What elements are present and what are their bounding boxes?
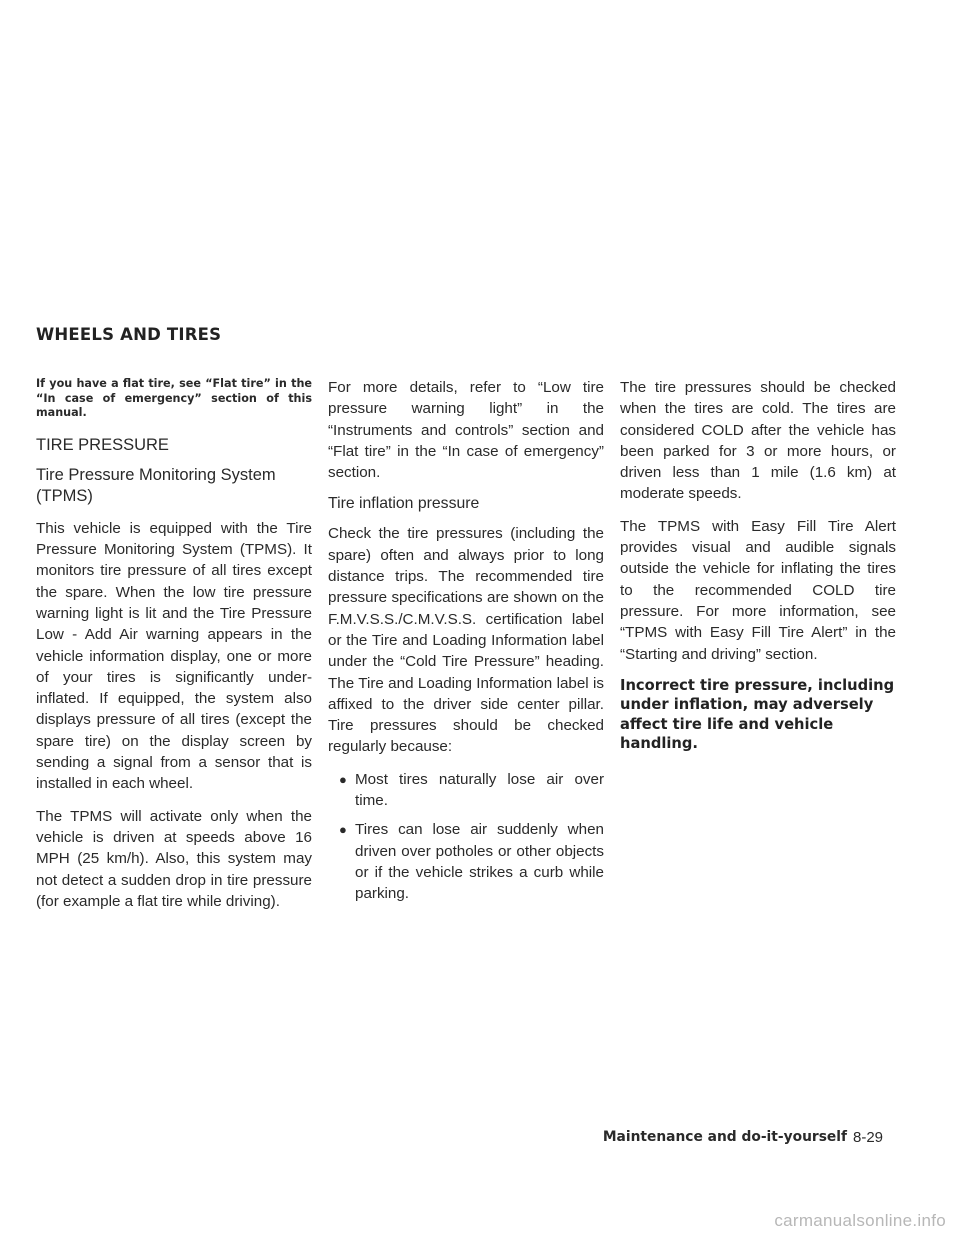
flat-tire-note: If you have a flat tire, see “Flat tire” in the “In case of emergency” section of this manual. [36, 377, 312, 420]
cold-tires-paragraph: The tire pressures should be checked when the tires are cold. The tires are considered COLD after the vehicle has been parked for 3 or more hours, or driven less than 1 mile (1.6 km) at moderate speeds. [620, 379, 896, 503]
watermark: carmanualsonline.info [774, 1211, 946, 1230]
tpms-subheading: Tire Pressure Monitoring System (TPMS) [36, 465, 276, 505]
column-1 [36, 377, 312, 923]
section-heading: WHEELS AND TIRES [36, 325, 222, 344]
more-details-paragraph: For more details, refer to “Low tire pressure warning light” in the “Instruments and controls” section and “Flat tire” in the “In case of emergency” section. [328, 379, 604, 482]
column-3 [620, 377, 896, 754]
check-pressure-paragraph: Check the tire pressures (including the spare) often and always prior to long distance trips. The recommended tire pressure specifications are shown on the F.M.V.S.S./C.M.V.S.S. certification label or the Tire and Loading Information label under the “Cold Tire Pressure” heading. The Tire and Loading Information label is affixed to the driver side center pillar. Tire pressures should be checked regularly because: [328, 525, 604, 756]
page-number: 8-29 [853, 1129, 884, 1146]
list-item [328, 819, 604, 904]
tpms-description-paragraph: This vehicle is equipped with the Tire Pressure Monitoring System (TPMS). It monitors tire pressure of all tires except the spare. When the low tire pressure warning light is lit and the Tire Pressure Low - Add Air warning appears in the vehicle information display, one or more of your tires is significantly under-inflated. If equipped, the system also displays pressure of all tires (except the spare tire) on the display screen by sending a signal from a sensor that is installed in each wheel. [36, 519, 312, 793]
list-item-text: Tires can lose air suddenly when driven over potholes or other objects or if the vehicle strikes a curb while parking. [355, 821, 604, 903]
tire-pressure-heading: TIRE PRESSURE [36, 435, 169, 454]
bullet-dot-icon: ● [339, 771, 347, 787]
reasons-list [328, 769, 604, 905]
bullet-dot-icon: ● [339, 822, 347, 838]
footer-section-name: Maintenance and do-it-yourself [602, 1129, 847, 1145]
easy-fill-paragraph: The TPMS with Easy Fill Tire Alert provides visual and audible signals outside the vehicle for inflating the tires to the recommended COLD tire pressure. For more information, see “TPMS with Easy Fill Tire Alert” in the “Starting and driving” section. [620, 517, 896, 663]
incorrect-pressure-warning: Incorrect tire pressure, including under inflation, may adversely affect tire life and vehicle handling. [620, 676, 895, 753]
tpms-activation-paragraph: The TPMS will activate only when the vehicle is driven at speeds above 16 MPH (25 km/h). Also, this system may not detect a sudden drop in tire pressure (for example a flat tire while driving). [36, 807, 312, 910]
list-item-text: Most tires naturally lose air over time. [355, 770, 604, 810]
tire-inflation-subheading: Tire inflation pressure [328, 495, 480, 513]
column-2 [328, 377, 604, 913]
list-item [328, 769, 604, 812]
